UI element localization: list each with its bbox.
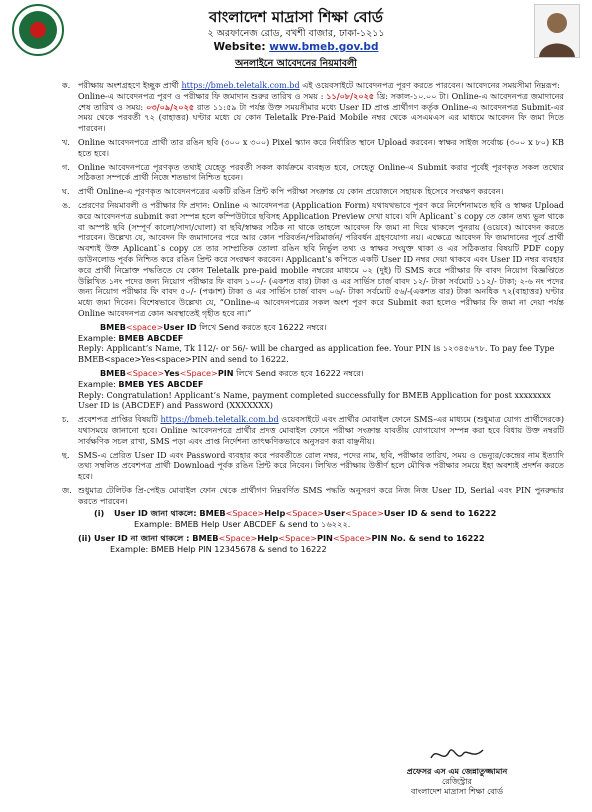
signatory-name: প্রফেসর এস এম জেন্নাতুজ্জামান [406, 766, 508, 776]
signatory-org: বাংলাদেশ মাদ্রাসা শিক্ষা বোর্ড [410, 787, 503, 796]
instructions [0, 80, 592, 558]
instruction-umo: ঙ. প্রেরণের নিয়মাবলী ও পরীক্ষার ফি প্রদান: Online এ আবেদনপত্র (Application Form) যথাযথভাবে পূরণ করে নির্দেশনামতে ছবি ও স্বাক্ষর Upload করে আবেদনপত্র submit করা সম্পন্ন হলে কম্পিউটারে ছবিসহ Application Preview দেখা যাবে। যদি Aplicant`s copy তে কোন তথ্য ভুল থাকে বা অস্পষ্ট ছবি (সম্পূর্ণ কালো/সাদা/ঘোলা) বা ছবি/স্বাক্ষর সঠিক না থাকে তাহলে আবেদন ফি জমা না দিয়ে থাকলে পুনরায় (ওয়েবে) আবেদন করতে পারবেন। উল্লেখ্য যে, আবেদন ফি জমাদানের পরে আর কোন পরিবর্তন/পরিমার্জন/ পরিবর্ধন গ্রহণযোগ্য নয়। এক্ষেত্রে আবেদন ফি জমাদানের পূর্বে প্রার্থী অবশ্যই উক্ত Aplicant`s copy তে তার সাম্প্রতিক তোলা রঙিন ছবি নির্ভুল তথ্য ও স্বাক্ষর সংযুক্ত থাকা ও এর সঠিকতার বিষয়টি PDF copy ডাউনলোড পূর্বক নিশ্চিত করে রঙিন প্রিন্ট করে সংরক্ষণ করবেন। Applicant’s কপিতে একটি User ID নম্বর দেয়া থাকবে এবং User ID নম্বর ব্যবহার করে প্রার্থী নিম্নোক্ত পদ্ধতিতে যে কোন Teletalk pre-paid mobile নম্বরের মাধ্যমে ০২ (দুই) টি SMS করে পরীক্ষার ফি বাবদ নিয়োগ বিজ্ঞপ্তিতে উল্লিখিত ১নং পদের জন্য নিয়োগ পরীক্ষার ফি বাবদ ১০০/- (একশত বার) টাকা ও এর সার্ভিস চার্জ বাবদ ১২/- টাকা সর্বমোট ১১২/- টাকা; ২-৬ নং পদের জন্য নিয়োগ পরীক্ষার ফি বাবদ ৫০/- (পঞ্চাশ) টাকা ও এর সার্ভিস চার্জ বাবদ ০৬/- টাকা সর্বমোট ৫৬/-(একশত বার) টাকা অনধিক ৭২(বাহাত্তর) ঘণ্টার মধ্যে জমা দিবেন। বিশেষভাবে উল্লেখ্য যে, “Online-এ আবেদনপত্রের সকল অংশ পূরণ করে Submit করা হলেও পরীক্ষার ফি জমা না দেয়া পর্যন্ত Online আবেদনপত্র কোন অবস্থাতেই গৃহীত হবে না।” BMEB<space>User ID লিখে Send করতে হবে 16222 নম্বরে। Example: BMEB ABCDEF Reply: Applicant’s Name, Tk 112/- or 56/- will be charged as application fee. Your PIN is ১২৩৪৫৬৭৮. To pay fee Type BMEB<space>Yes<space>PIN and send to 16222. BMEB<Space>Yes<Space>PIN লিখে Send করতে হবে 16222 নম্বরে। Example: BMEB YES ABCDEF Reply: Congratulation! Applicant’s Name, payment completed successfully for BMEB Application for post xxxxxxxx User ID is (ABCDEF) and Password (XXXXXXX) [62, 199, 564, 411]
instruction-ja: জ. শুধুমাত্র টেলিটক প্রি-পেইড মোবাইল ফোন থেকে প্রার্থীগণ নিম্নবর্ণিত SMS পদ্ধতি অনুসরণ করে নিজ নিজ User ID, Serial এবং PIN পুনরুদ্ধার করতে পারবেন। (i) User ID জানা থাকলে: BMEB<Space>Help<Space>User<Space>User ID & send to 16222 Example: BMEB Help User ABCDEF & send to ১৬২২২. (ii) User ID না জানা থাকলে : BMEB<Space>Help<Space>PIN<Space>PIN No. & send to 16222 Example: BMEB Help PIN 12345678 & send to 16222 [62, 484, 564, 555]
sms-step-1: BMEB<space>User ID লিখে Send করতে হবে 16222 নম্বরে। Example: BMEB ABCDEF Reply: Applicant’s Name, Tk 112/- or 56/- will be charged as application fee. Your PIN is ১২৩৪৫৬৭৮. To pay fee Type BMEB<space>Yes<space>PIN and send to 16222. [78, 321, 555, 365]
recovery-with-user-id: (i) User ID জানা থাকলে: BMEB<Space>Help<Space>User<Space>User ID & send to 16222 [94, 508, 497, 519]
end-date: ০৩/০৯/২০২৫ [146, 101, 195, 112]
sms-step-2: BMEB<Space>Yes<Space>PIN লিখে Send করতে হবে 16222 নম্বরে। Example: BMEB YES ABCDEF Reply: Congratulation! Applicant’s Name, payment completed successfully for BMEB Application for post xxxxxxxx User ID is (ABCDEF) and Password (XXXXXXX) [78, 367, 551, 411]
signature-mark [392, 742, 522, 766]
recovery-example-1: Example: BMEB Help User ABCDEF & send to ১৬২২২. [134, 519, 351, 530]
recovery-without-user-id: (ii) User ID না জানা থাকলে : BMEB<Space>Help<Space>PIN<Space>PIN No. & send to 16222 [78, 533, 485, 544]
board-address: ২ অরফানেজ রোড, বখশী বাজার, ঢাকা-১২১১ [207, 28, 385, 39]
recovery-example-2: Example: BMEB Help PIN 12345678 & send to 16222 [110, 544, 327, 555]
start-date: ১১/০৮/২০২৫ [326, 90, 375, 101]
instruction-cha: চ. প্রবেশপত্র প্রাপ্তির বিষয়টি https://bmeb.teletalk.com.bd ওয়েবসাইটে এবং প্রার্থীর মোবাইল ফোনে SMS-এর মাধ্যমে (শুধুমাত্র যোগ্য প্রার্থীদেরকে) যথাসময়ে জানানো হবে। Online আবেদনপত্রে প্রার্থীর প্রদত্ত মোবাইল ফোনে পরীক্ষা সংক্রান্ত যাবতীয় যোগাযোগ সম্পন্ন করা হবে বিধায় উক্ত নম্বরটি সার্বক্ষণিক সচল রাখা, SMS পড়া এবং প্রাপ্ত নির্দেশনা তাৎক্ষণিকভাবে অনুসরণ করা বাঞ্ছনীয়। [62, 414, 564, 446]
board-title: বাংলাদেশ মাদ্রাসা শিক্ষা বোর্ড [209, 8, 383, 26]
instruction-ga: গ. Online আবেদনপত্রে পূরণকৃত তথ্যই যেহেতু পরবর্তী সকল কার্যক্রমে ব্যবহৃত হবে, সেহেতু Online-এ Submit করার পূর্বেই পূরণকৃত সকল তথ্যের সঠিকতা সম্পর্কে প্রার্থী নিজে শতভাগ নিশ্চিত হবেন। [62, 161, 564, 183]
recovery-methods [78, 508, 564, 555]
website-link[interactable]: www.bmeb.gov.bd [269, 41, 379, 53]
website-line: Website: www.bmeb.gov.bd [213, 41, 379, 53]
application-link[interactable]: https://bmeb.teletalk.com.bd [181, 80, 300, 90]
page-subtitle: অনলাইনে আবেদনের নিয়মাবলী [235, 58, 357, 69]
instruction-kha: খ. Online আবেদনপত্রে প্রার্থী তার রঙিন ছবি (৩০০ x ৩০০) Pixel স্ক্যান করে নির্ধারিত স্থানে Upload করবেন। স্বাক্ষর সাইজ সর্বোচ্চ (৩০০ x ৮০) KB হতে হবে। [62, 136, 564, 158]
document-header [0, 0, 592, 76]
admit-card-link[interactable]: https://bmeb.teletalk.com.bd [160, 414, 279, 425]
instruction-gha: ঘ. প্রার্থী Online-এ পূরণকৃত আবেদনপত্রের একটি রঙিন প্রিন্ট কপি পরীক্ষা সংক্রান্ত যে কোন প্রয়োজনে সহায়ক হিসেবে সংরক্ষণ করবেন। [62, 186, 504, 197]
signature-block [392, 742, 522, 798]
signatory-designation: রেজিস্ট্রার [442, 776, 472, 786]
instruction-chha: ছ. SMS-এ প্রেরিত User ID এবং Password ব্যবহার করে পরবর্তীতে রোল নম্বর, পদের নাম, ছবি, পরীক্ষার তারিখ, সময় ও ভেন্যুর/কেন্দ্রের নাম ইত্যাদি তথ্য সম্বলিত প্রবেশপত্র প্রার্থী Download পূর্বক রঙিন প্রিন্ট করে নিবেন। লিখিত পরীক্ষায় উত্তীর্ণ হলে মৌখিক পরীক্ষার সময়ে ইহা অবশ্যই প্রদর্শন করতে হবে। [62, 449, 564, 482]
instruction-ka: ক. পরীক্ষায় অংশগ্রহণে ইচ্ছুক প্রার্থী https://bmeb.teletalk.com.bd এই ওয়েবসাইটে আবেদনপত্র পূরণ করতে পারবেন। আবেদনের সময়সীমা নিম্নরূপ: Online-এ আবেদনপত্র পূরণ ও পরীক্ষার ফি জমাদান শুরুর তারিখ ও সময় : ১১/০৮/২০২৫ খ্রি: সকাল-১০.০০ টা। Online-এ আবেদনপত্র জমাদানের শেষ তারিখ ও সময়: ০৩/০৯/২০২৫ রাত ১১:৫৯ টা পর্যন্ত উক্ত সময়সীমার মধ্যে User ID প্রাপ্ত প্রার্থীগণ কর্তৃক Online-এ আবেদনপত্র Submit-এর সময় থেকে পরবর্তী ৭২ (বাহাত্তর) ঘণ্টার মধ্যে যে কোন Teletalk Pre-Paid Mobile নম্বর থেকে এসএমএস এর মাধ্যমে আবেদন ফি জমা দিতে পারবেন। [62, 80, 564, 134]
